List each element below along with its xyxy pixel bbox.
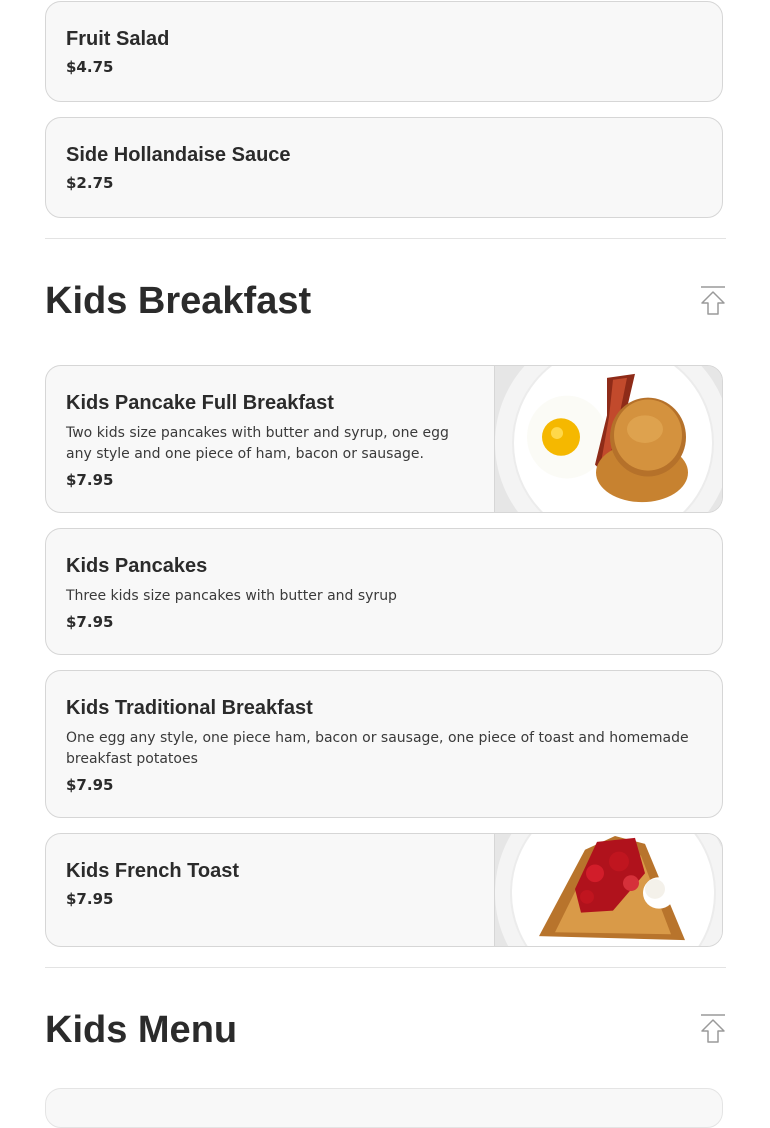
menu-item-card[interactable] bbox=[45, 670, 723, 818]
menu-item-name: Fruit Salad bbox=[66, 28, 170, 50]
menu-item-photo bbox=[494, 834, 722, 946]
arrow-up-to-top-icon bbox=[700, 285, 726, 315]
menu-item-name: Side Hollandaise Sauce bbox=[66, 144, 291, 166]
menu-item-card[interactable] bbox=[45, 1088, 723, 1128]
french-toast-image bbox=[495, 834, 722, 946]
back-to-top-button[interactable] bbox=[700, 285, 726, 315]
menu-item-photo bbox=[494, 366, 722, 512]
menu-item-name: Kids Pancakes bbox=[66, 555, 208, 577]
menu-item-price: $4.75 bbox=[66, 58, 114, 76]
back-to-top-button[interactable] bbox=[700, 1013, 726, 1043]
menu-item-price: $7.95 bbox=[66, 890, 114, 908]
menu-item-price: $2.75 bbox=[66, 174, 114, 192]
section-divider bbox=[45, 967, 726, 968]
arrow-up-to-top-icon bbox=[700, 1013, 726, 1043]
menu-item-card[interactable] bbox=[45, 117, 723, 218]
menu-item-price: $7.95 bbox=[66, 471, 114, 489]
section-title-kids-menu: Kids Menu bbox=[45, 1009, 238, 1051]
section-title-kids-breakfast: Kids Breakfast bbox=[45, 280, 312, 322]
menu-item-description: Two kids size pancakes with butter and syrup, one egg any style and one piece of ham, bacon or sausage. bbox=[66, 425, 449, 462]
menu-item-description: One egg any style, one piece ham, bacon or sausage, one piece of toast and homemade breakfast potatoes bbox=[66, 730, 689, 767]
pancake-breakfast-image bbox=[495, 366, 722, 512]
menu-item-card[interactable] bbox=[45, 365, 723, 513]
menu-item-card[interactable] bbox=[45, 1, 723, 102]
menu-item-name: Kids Pancake Full Breakfast bbox=[66, 392, 334, 414]
menu-item-description: Three kids size pancakes with butter and syrup bbox=[66, 588, 397, 604]
menu-item-price: $7.95 bbox=[66, 776, 114, 794]
menu-item-name: Kids Traditional Breakfast bbox=[66, 697, 313, 719]
menu-item-card[interactable] bbox=[45, 833, 723, 947]
menu-item-card[interactable] bbox=[45, 528, 723, 655]
section-divider bbox=[45, 238, 726, 239]
menu-item-price: $7.95 bbox=[66, 613, 114, 631]
menu-item-name: Kids French Toast bbox=[66, 860, 239, 882]
